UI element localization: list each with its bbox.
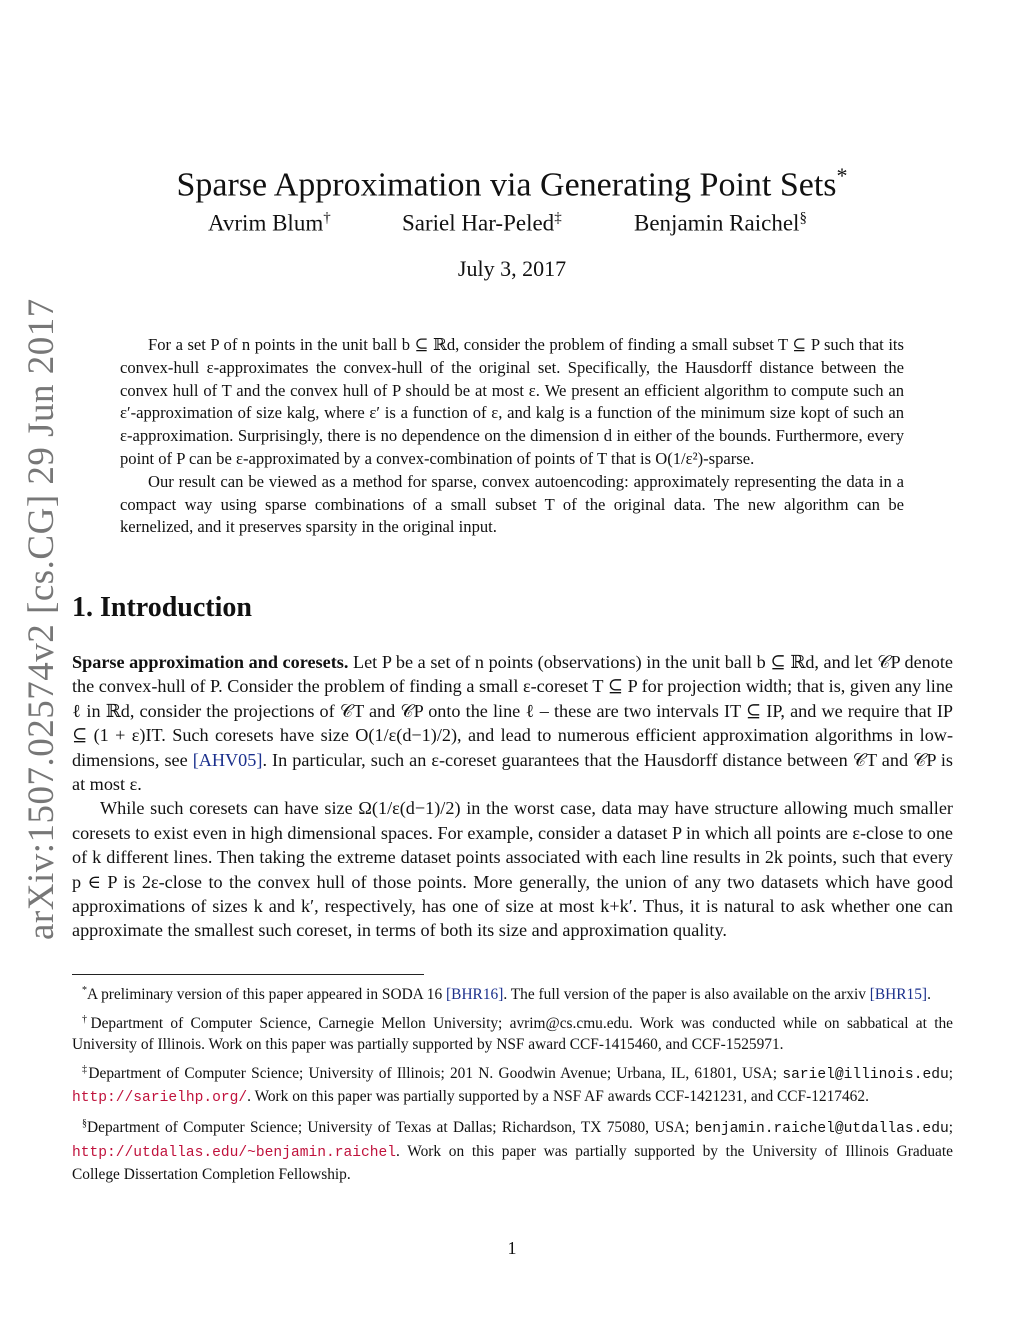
email-address[interactable]: benjamin.raichel@utdallas.edu — [694, 1121, 949, 1138]
footnote-text: Department of Computer Science; University of Illinois; 201 N. Goodwin Avenue; Urbana, IL, 61801, USA; — [88, 1065, 783, 1083]
citation-link[interactable]: [BHR15] — [869, 986, 928, 1004]
footnote-divider — [72, 974, 424, 975]
abstract-paragraph: Our result can be viewed as a method for sparse, convex autoencoding: approximately representing the data in a compact way using sparse combinations of a small subset T of the original data. The new algorithm can be kernelized, and it preserves sparsity in the original input. — [120, 471, 904, 537]
introduction-body — [72, 650, 953, 943]
footnote-mark: * — [82, 985, 87, 996]
footnote-text: Department of Computer Science, Carnegie Mellon University; avrim@cs.cmu.edu. Work was conducted while on sabbatical at the University of Illinois. Work on this paper was partially supported by NSF award CCF-1415460, and CCF-1525971. — [72, 1015, 954, 1054]
footnote-text: Department of Computer Science; University of Texas at Dallas; Richardson, TX 75080, USA; — [87, 1119, 695, 1137]
body-text-segment: . In particular, such an ε-coreset guarantees that the Hausdorff distance between 𝒞T and 𝒞P is at most ε. — [72, 749, 953, 795]
footnote-har-peled — [72, 1059, 953, 1109]
email-address[interactable]: sariel@illinois.edu — [782, 1067, 949, 1084]
footnote-mark: † — [82, 1014, 91, 1026]
footnote-mark: § — [82, 1118, 87, 1130]
paper-title — [0, 163, 1024, 204]
publication-date: July 3, 2017 — [457, 256, 567, 281]
author-raichel — [634, 210, 807, 237]
section-heading-introduction: 1. Introduction — [72, 592, 252, 623]
footnote-text: . — [927, 986, 931, 1004]
author-blum — [208, 210, 331, 237]
footnote-text: . Work on this paper was partially supported by the University of Illinois Graduate College Dissertation Completion Fellowship. — [72, 1142, 953, 1183]
footnote-raichel — [72, 1113, 953, 1184]
homepage-link[interactable]: http://utdallas.edu/~benjamin.raichel — [72, 1144, 397, 1161]
abstract — [120, 334, 904, 539]
author-footnote-mark[interactable]: § — [799, 210, 807, 226]
footnote-text: . Work on this paper was partially supported by a NSF AF awards CCF-1421231, and CCF-1217462. — [247, 1088, 869, 1106]
author-list — [0, 210, 1024, 250]
footnote-text: A preliminary version of this paper appeared in SODA 16 — [87, 986, 447, 1004]
author-footnote-mark[interactable]: † — [323, 210, 331, 226]
footnotes — [72, 980, 953, 1189]
author-footnote-mark[interactable]: ‡ — [554, 210, 562, 226]
footnote-separator: ; — [948, 1065, 954, 1083]
citation-link[interactable]: [BHR16] — [446, 986, 504, 1004]
footnote-mark: ‡ — [82, 1064, 89, 1076]
author-har-peled — [402, 210, 562, 237]
footnote-blum — [72, 1009, 953, 1055]
title-footnote-mark[interactable]: * — [836, 162, 848, 188]
runin-heading: Sparse approximation and coresets. — [72, 652, 349, 672]
author-name: Avrim Blum — [208, 210, 324, 236]
homepage-link[interactable]: http://sarielhp.org/ — [72, 1090, 248, 1107]
citation-link[interactable]: [AHV05] — [192, 749, 263, 770]
author-name: Sariel Har-Peled — [402, 210, 555, 236]
footnote-separator: ; — [948, 1119, 953, 1137]
body-paragraph: While such coresets can have size Ω(1/ε(d−1)/2) in the worst case, data may have structure allowing much smaller coresets to exist even in high dimensional spaces. For example, consider a dataset P in which all points are ε-close to one of k different lines. Then taking the extreme dataset points associated with each line results in 2k points, such that every p ∈ P is 2ε-close to the convex hull of those points. More generally, the union of any two datasets which have good approximations of sizes k and k′, respectively, has one of size at most k+k′. Thus, it is natural to ask whether one can approximate the smallest such coreset, in terms of both its size and approximation quality. — [72, 798, 953, 941]
footnote-text: . The full version of the paper is also available on the arxiv — [503, 986, 870, 1004]
title-text: Sparse Approximation via Generating Point Sets — [176, 166, 837, 204]
arxiv-identifier: arXiv:1507.02574v2 [cs.CG] 29 Jun 2017 — [21, 298, 62, 940]
body-text-segment: Let P be a set of n points (observations) in the unit ball b ⊆ ℝd, and let 𝒞P denote the convex-hull of P. Consider the problem of finding a small ε-coreset T ⊆ P for projection width; that is, given any line ℓ in ℝd, consider the projections of 𝒞T and 𝒞P onto the line ℓ – these are two intervals IT ⊆ IP, and we require that IP ⊆ (1 + ε)IT. Such coresets have size O(1/ε(d−1)/2), and lead to numerous efficient approximation algorithms in low-dimensions, see — [72, 652, 953, 770]
abstract-paragraph: For a set P of n points in the unit ball b ⊆ ℝd, consider the problem of finding a small subset T ⊆ P such that its convex-hull ε-approximates the convex-hull of the original set. Specifically, the Hausdorff distance between the convex hull of T and the convex hull of P should be at most ε. We present an efficient algorithm to compute such an ε′-approximation of size kalg, where ε′ is a function of ε, and kalg is a function of the minimum size kopt of such an ε-approximation. Surprisingly, there is no dependence on the dimension d in either of the bounds. Furthermore, every point of P can be ε-approximated by a convex-combination of points of T that is O(1/ε²)-sparse. — [120, 335, 904, 468]
author-name: Benjamin Raichel — [634, 210, 800, 236]
page-number: 1 — [507, 1238, 517, 1258]
body-paragraph — [72, 650, 953, 796]
footnote-preliminary — [72, 980, 953, 1005]
